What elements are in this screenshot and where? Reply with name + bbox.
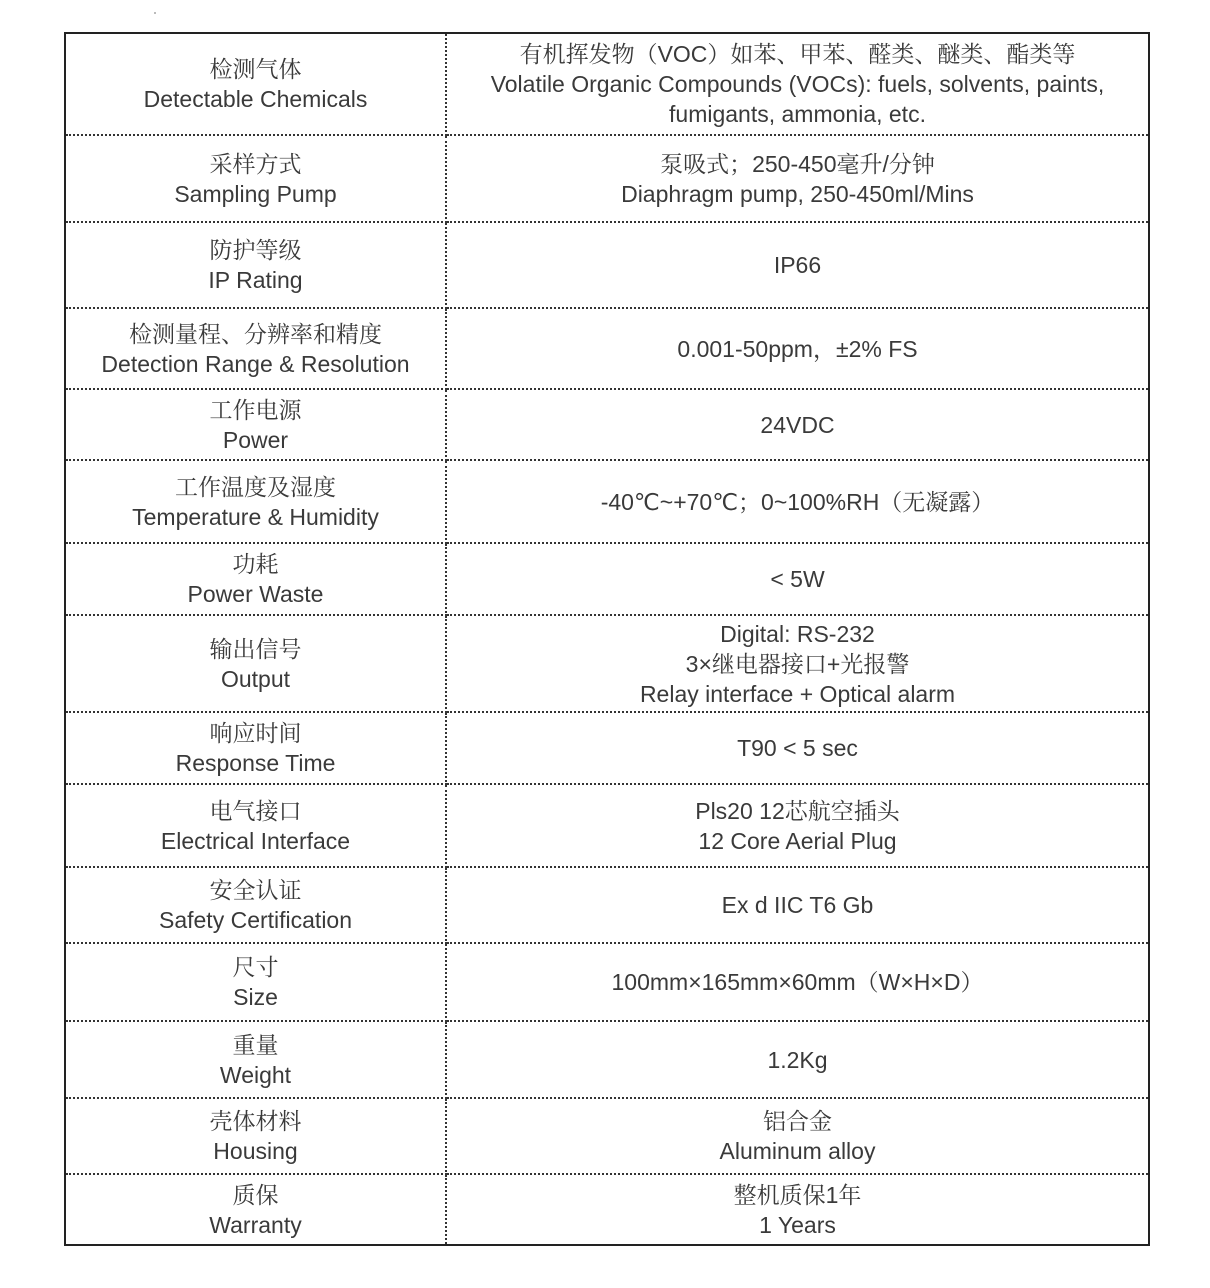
row-label — [65, 543, 446, 615]
row-label — [65, 1021, 446, 1098]
row-value — [446, 389, 1149, 460]
value-line: -40℃~+70℃；0~100%RH（无凝露） — [600, 488, 995, 515]
table-row — [65, 1021, 1149, 1098]
row-value — [446, 867, 1149, 943]
value-line: Digital: RS-232 — [720, 620, 875, 647]
value-line: 0.001-50ppm，±2% FS — [677, 335, 918, 362]
label-cn: 工作电源 — [209, 396, 302, 423]
row-value — [446, 460, 1149, 543]
table-row — [65, 308, 1149, 389]
label-en: Safety Certification — [158, 907, 353, 933]
table-row — [65, 784, 1149, 867]
value-line: 1 Years — [759, 1211, 836, 1238]
value-line: Diaphragm pump, 250-450ml/Mins — [621, 180, 974, 207]
row-label — [65, 784, 446, 867]
row-value — [446, 135, 1149, 222]
row-value — [446, 222, 1149, 308]
label-cn: 检测气体 — [209, 56, 302, 82]
row-label — [65, 1174, 446, 1245]
value-line: Aluminum alloy — [719, 1138, 876, 1164]
stray-dot — [154, 12, 156, 14]
label-cn: 安全认证 — [209, 877, 302, 903]
row-label — [65, 135, 446, 222]
table-row — [65, 222, 1149, 308]
value-line: 100mm×165mm×60mm（W×H×D） — [611, 969, 984, 995]
value-line: Relay interface + Optical alarm — [639, 680, 956, 707]
label-en: Response Time — [175, 750, 336, 776]
row-label — [65, 33, 446, 135]
table-row — [65, 1098, 1149, 1174]
label-en: Power Waste — [187, 581, 324, 607]
row-value — [446, 784, 1149, 867]
value-line: 1.2Kg — [767, 1046, 828, 1073]
label-en: Output — [220, 665, 291, 692]
label-en: Weight — [219, 1061, 292, 1088]
value-line: Volatile Organic Compounds (VOCs): fuels, solvents, paints, — [490, 71, 1105, 97]
row-value — [446, 943, 1149, 1021]
row-value — [446, 1021, 1149, 1098]
value-line: 24VDC — [760, 411, 835, 438]
row-value — [446, 1174, 1149, 1245]
table-row — [65, 389, 1149, 460]
label-cn: 工作温度及湿度 — [175, 473, 336, 500]
value-line: Ex d IIC T6 Gb — [721, 892, 874, 918]
spec-table — [64, 32, 1150, 1246]
label-cn: 重量 — [232, 1031, 279, 1058]
value-line: 泵吸式；250-450毫升/分钟 — [660, 150, 935, 177]
label-en: Sampling Pump — [174, 180, 337, 207]
label-en: Electrical Interface — [160, 827, 351, 854]
row-label — [65, 308, 446, 389]
label-cn: 尺寸 — [232, 954, 279, 980]
row-value — [446, 615, 1149, 712]
label-cn: 采样方式 — [209, 150, 302, 177]
row-label — [65, 943, 446, 1021]
value-line: fumigants, ammonia, etc. — [669, 101, 926, 127]
value-line: 有机挥发物（VOC）如苯、甲苯、醛类、醚类、酯类等 — [519, 41, 1076, 67]
label-en: Warranty — [209, 1211, 302, 1238]
table-row — [65, 712, 1149, 784]
label-cn: 功耗 — [232, 551, 279, 577]
label-en: Housing — [213, 1138, 298, 1164]
row-label — [65, 712, 446, 784]
value-line: Pls20 12芯航空插头 — [695, 797, 900, 824]
row-label — [65, 615, 446, 712]
row-label — [65, 867, 446, 943]
table-row — [65, 943, 1149, 1021]
value-line: < 5W — [770, 566, 825, 592]
label-en: Power — [222, 426, 289, 453]
table-row — [65, 543, 1149, 615]
row-label — [65, 460, 446, 543]
row-value — [446, 308, 1149, 389]
value-line: 12 Core Aerial Plug — [698, 827, 897, 854]
table-row — [65, 135, 1149, 222]
value-line: 3×继电器接口+光报警 — [685, 650, 910, 677]
label-cn: 壳体材料 — [209, 1108, 302, 1134]
table-row — [65, 460, 1149, 543]
row-value — [446, 1098, 1149, 1174]
value-line: 整机质保1年 — [733, 1181, 862, 1208]
row-label — [65, 389, 446, 460]
table-row — [65, 615, 1149, 712]
table-row — [65, 33, 1149, 135]
label-cn: 输出信号 — [209, 635, 302, 662]
label-cn: 电气接口 — [209, 797, 302, 824]
table-row — [65, 1174, 1149, 1245]
label-cn: 防护等级 — [209, 237, 302, 263]
label-cn: 检测量程、分辨率和精度 — [129, 320, 382, 347]
label-en: Temperature & Humidity — [132, 503, 379, 530]
table-row — [65, 867, 1149, 943]
label-cn: 响应时间 — [209, 720, 302, 746]
row-label — [65, 222, 446, 308]
row-value — [446, 712, 1149, 784]
label-en: IP Rating — [208, 267, 303, 293]
label-cn: 质保 — [232, 1181, 279, 1208]
row-label — [65, 1098, 446, 1174]
label-en: Detectable Chemicals — [143, 86, 368, 112]
label-en: Size — [233, 984, 278, 1010]
value-line: 铝合金 — [763, 1108, 832, 1134]
value-line: T90 < 5 sec — [737, 735, 858, 761]
row-value — [446, 33, 1149, 135]
label-en: Detection Range & Resolution — [101, 350, 410, 377]
row-value — [446, 543, 1149, 615]
value-line: IP66 — [773, 252, 822, 278]
